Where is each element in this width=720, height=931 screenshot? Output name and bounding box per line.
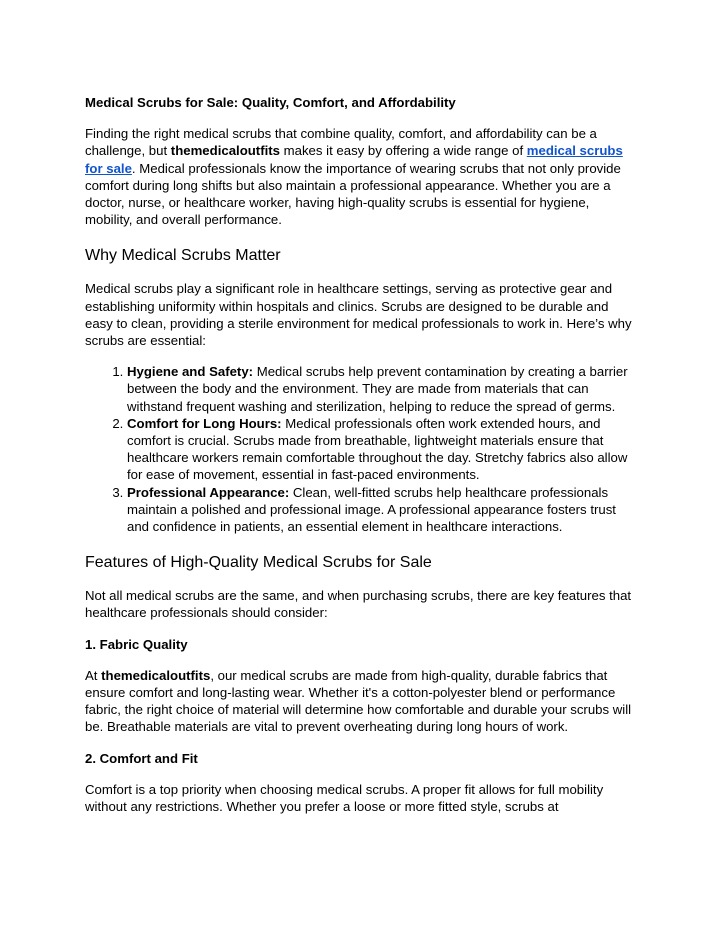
subheading-comfort-fit: 2. Comfort and Fit [85,750,198,766]
list-item-text: Medical professionals often work extended hours, and comfort is crucial. Scrubs made from breathable, lightweight materials ensure that healthcare workers remain comfortable throughout the day. Stretchy fabrics also allow for ease of movement, essential in fast-paced environments. [127,415,628,483]
reasons-list [85,363,637,535]
section-why-paragraph: Medical scrubs play a significant role in healthcare settings, serving as protective gear and establishing uniformity within hospitals and clinics. Scrubs are designed to be durable and easy to clean, providing a sterile environment for medical professionals to work in. Here’s why scrubs are essential: [85,281,632,349]
document-title: Medical Scrubs for Sale: Quality, Comfort, and Affordability [85,95,456,110]
list-item-text: Medical scrubs help prevent contamination by creating a barrier between the body and the environment. They are made from materials that can withstand frequent washing and sterilization, helping to reduce the spread of germs. [127,364,628,414]
fabric-quality-paragraph [85,667,637,736]
section-heading-features: Features of High-Quality Medical Scrubs for Sale [85,554,432,572]
intro-paragraph [85,125,637,228]
list-item [127,415,637,484]
document-body [85,94,637,815]
section-features-paragraph: Not all medical scrubs are the same, and when purchasing scrubs, there are key features that healthcare professionals should consider: [85,588,632,621]
list-item-label: Hygiene and Safety: [127,364,254,380]
list-item [127,363,637,415]
fabric-text-2: , our medical scrubs are made from high-quality, durable fabrics that ensure comfort and long-lasting wear. Whether it's a cotton-polyester blend or performance fabric, the right choice of material will determine how comfortable and durable your scrubs will be. Breathable materials are vital to prevent overheating during long hours of work. [85,667,632,735]
brand-name: themedicaloutfits [101,667,211,683]
list-item-label: Professional Appearance: [127,484,290,500]
intro-text-2: makes it easy by offering a wide range of [279,143,527,159]
section-heading-why: Why Medical Scrubs Matter [85,247,281,265]
subheading-fabric-quality: 1. Fabric Quality [85,636,188,652]
medical-scrubs-link[interactable]: medical scrubs for sale [85,143,623,176]
list-item [127,484,637,536]
comfort-fit-paragraph: Comfort is a top priority when choosing medical scrubs. A proper fit allows for full mobility without any restrictions. Whether you prefer a loose or more fitted style, scrubs at [85,781,604,815]
brand-name: themedicaloutfits [170,143,280,159]
list-item-label: Comfort for Long Hours: [127,415,282,431]
intro-text-1: Finding the right medical scrubs that combine quality, comfort, and affordability can be a challenge, but [85,126,597,159]
intro-text-3: . Medical professionals know the importance of wearing scrubs that not only provide comfort during long shifts but also maintain a professional appearance. Whether you are a doctor, nurse, or healthcare worker, having high-quality scrubs is essential for hygiene, mobility, and overall performance. [85,160,621,228]
list-item-text: Clean, well-fitted scrubs help healthcare professionals maintain a polished and professional image. A professional appearance fosters trust and confidence in patients, an essential element in healthcare interactions. [127,484,616,535]
fabric-text-1: At [85,667,102,683]
